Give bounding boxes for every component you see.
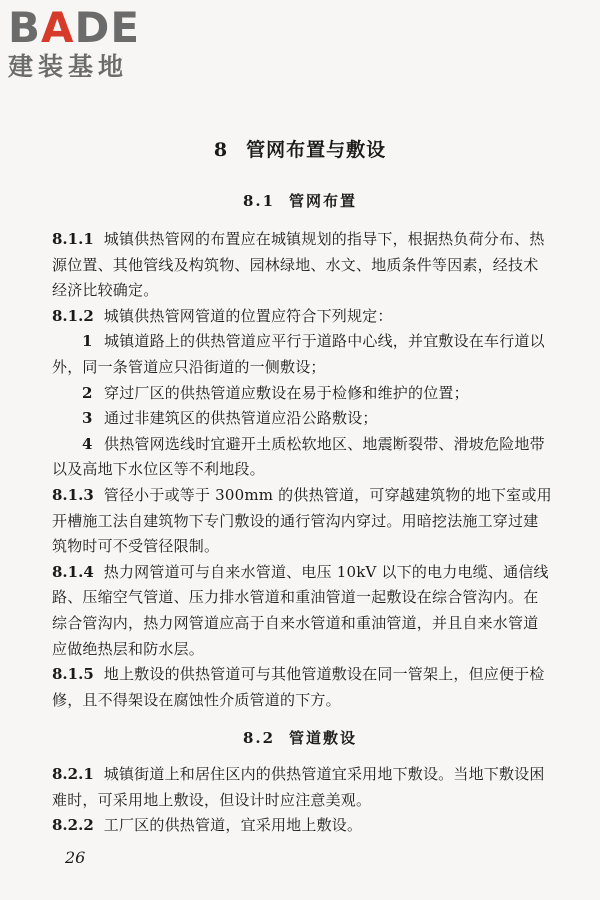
clause-8-1-5: 8.1.5 地上敷设的供热管道可与其他管道敷设在同一管架上，但应便于检修，且不得架设在腐蚀性介质管道的下方。 bbox=[52, 665, 545, 709]
section-title-8-1: 8.1 管网布置 bbox=[242, 192, 358, 210]
clause-8-2-1: 8.2.1 城镇街道上和居住区内的供热管道宜采用地下敷设。当地下敷设困难时，可采用地上敷设，但设计时应注意美观。 bbox=[52, 765, 545, 809]
clause-8-1-4: 8.1.4 热力网管道可与自来水管道、电压 10kV 以下的电力电缆、通信线路、压缩空气管道、压力排水管道和重油管道一起敷设在综合管沟内。在综合管沟内，热力网管道应高于自来水管道和重油管道，并且自来水管道应做绝热层和防水层。 bbox=[52, 562, 549, 658]
logo-wordmark: BADE bbox=[8, 3, 141, 52]
list-item: 1 城镇道路上的供热管道应平行于道路中心线，并宜敷设在车行道以外，同一条管道应只沿街道的一侧敷设； bbox=[52, 332, 545, 376]
page-number: 26 bbox=[65, 848, 86, 867]
section-8-1-body bbox=[52, 227, 552, 713]
list-item: 3 通过非建筑区的供热管道应沿公路敷设； bbox=[82, 409, 378, 428]
chapter-title-text: 管网布置与敷设 bbox=[246, 139, 387, 161]
section-title-8-2: 8.2 管道敷设 bbox=[242, 729, 358, 747]
clause-8-1-3: 8.1.3 管径小于或等于 300mm 的供热管道，可穿越建筑物的地下室或用开槽施工法自建筑物下专门敷设的通行管沟内穿过。用暗挖法施工穿过建筑物时可不受管径限制。 bbox=[52, 485, 552, 556]
clause-8-1-2: 8.1.2 城镇供热管网管道的位置应符合下列规定： bbox=[52, 306, 393, 325]
chapter-number: 8 bbox=[213, 139, 229, 161]
bade-logo bbox=[8, 3, 178, 82]
clause-8-2-2: 8.2.2 工厂区的供热管道，宜采用地上敷设。 bbox=[52, 816, 363, 835]
logo-subtitle: 建装基地 bbox=[8, 52, 129, 81]
section-8-2-body bbox=[52, 762, 552, 839]
chapter-title bbox=[0, 135, 600, 162]
list-item: 4 供热管网选线时宜避开土质松软地区、地震断裂带、滑坡危险地带以及高地下水位区等不利地段。 bbox=[52, 434, 545, 479]
list-item: 2 穿过厂区的供热管道应敷设在易于检修和维护的位置； bbox=[82, 383, 469, 402]
clause-8-1-1: 8.1.1 城镇供热管网的布置应在城镇规划的指导下，根据热负荷分布、热源位置、其他管线及构筑物、园林绿地、水文、地质条件等因素，经技术经济比较确定。 bbox=[52, 230, 545, 300]
